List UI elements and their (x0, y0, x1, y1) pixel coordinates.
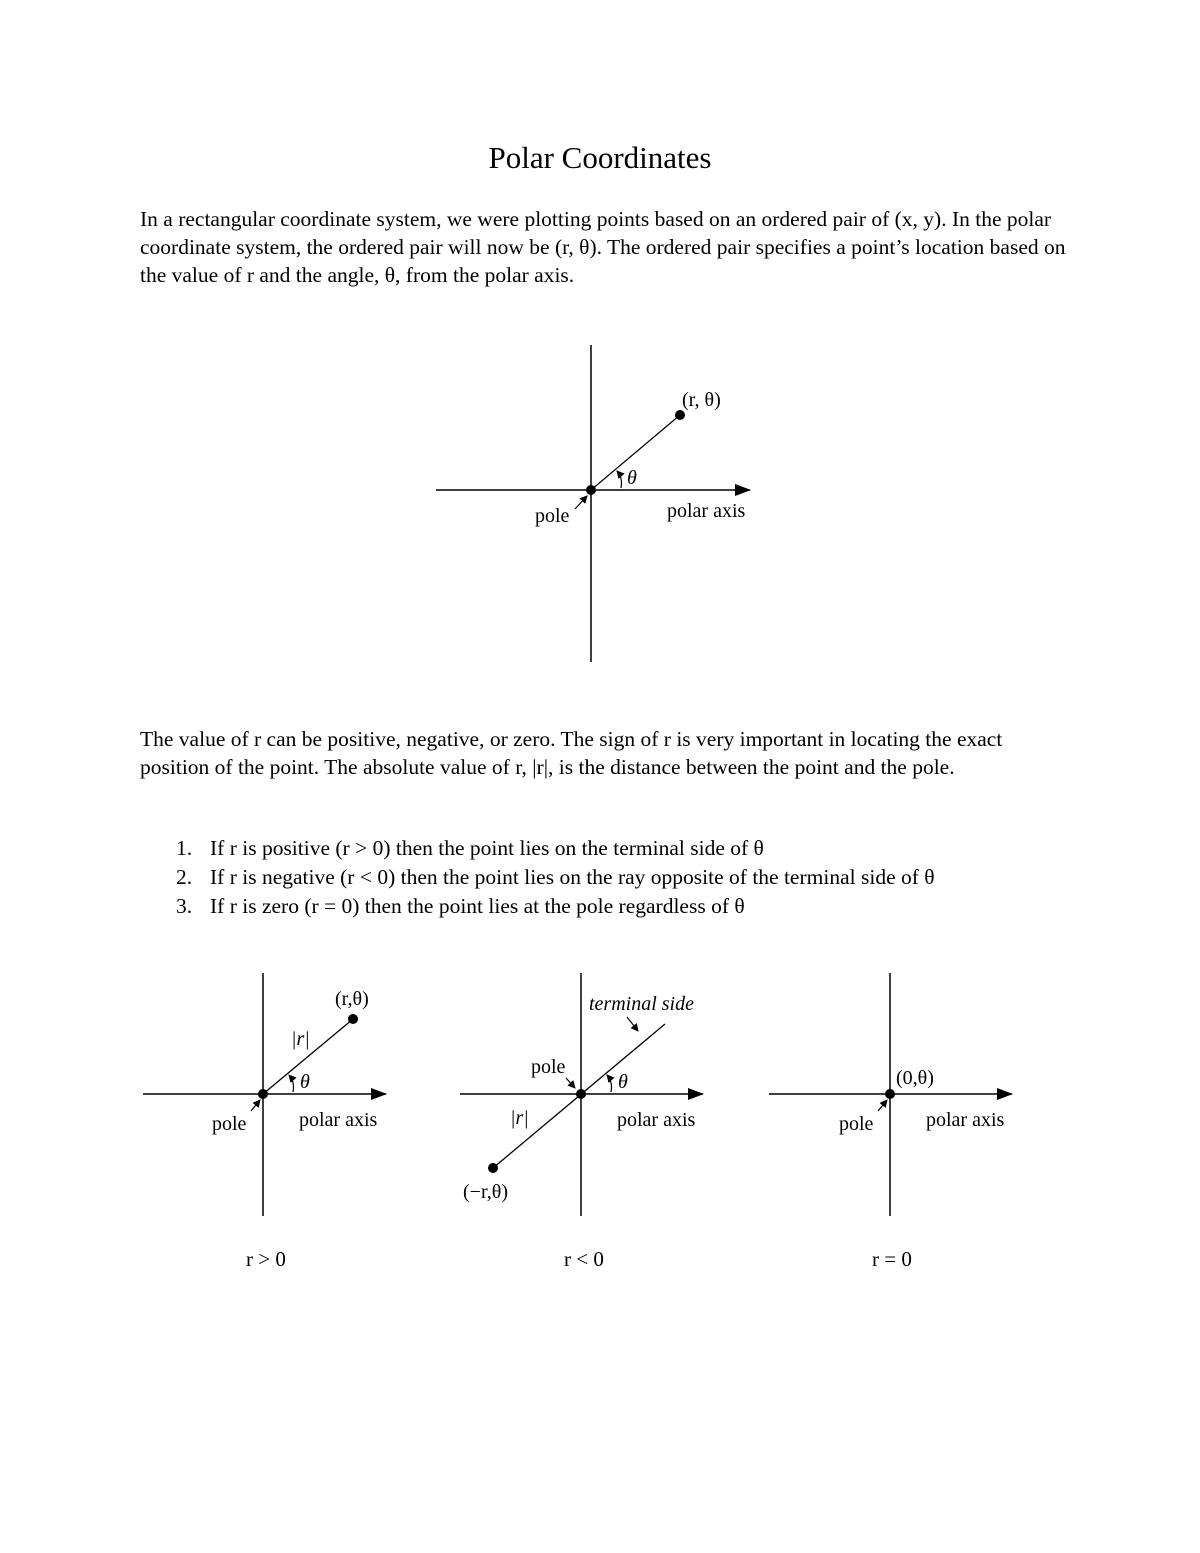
point-label: (r,θ) (335, 988, 369, 1010)
polar-axis-label: polar axis (926, 1109, 1005, 1131)
polar-axis-label: polar axis (667, 500, 746, 522)
diagram-caption: r < 0 (564, 1247, 604, 1271)
pole-pointer-icon (575, 496, 587, 509)
distance-label: |r| (291, 1028, 310, 1050)
diagram-caption: r > 0 (246, 1247, 286, 1271)
terminal-side-label: terminal side (589, 993, 694, 1015)
list-number: 3. (176, 894, 193, 918)
polar-axis-label: polar axis (299, 1109, 378, 1131)
angle-label: θ (618, 1071, 628, 1093)
pole-pointer-icon (878, 1100, 887, 1111)
pole-dot (586, 485, 596, 495)
list-number: 1. (176, 836, 193, 860)
point-dot (348, 1014, 358, 1024)
pole-dot (576, 1089, 586, 1099)
pole-pointer-icon (251, 1100, 260, 1111)
list-text: If r is zero (r = 0) then the point lies at the pole regardless of θ (210, 894, 745, 918)
pole-dot (885, 1089, 895, 1099)
terminal-pointer-icon (627, 1017, 638, 1031)
negative-r-diagram (460, 973, 703, 1271)
positive-r-diagram (143, 973, 386, 1271)
distance-label: |r| (510, 1107, 529, 1129)
point-label: (0,θ) (896, 1067, 934, 1089)
page-title: Polar Coordinates (488, 140, 712, 175)
polar-axis-label: polar axis (617, 1109, 696, 1131)
list-text: If r is negative (r < 0) then the point lies on the ray opposite of the terminal side of θ (210, 865, 935, 889)
zero-r-diagram (769, 973, 1012, 1271)
pole-dot (258, 1089, 268, 1099)
pole-label: pole (212, 1113, 247, 1135)
list-number: 2. (176, 865, 193, 889)
pole-pointer-icon (566, 1078, 575, 1088)
angle-arrow-icon (289, 1075, 294, 1092)
point-dot (675, 410, 685, 420)
angle-label: θ (627, 467, 637, 489)
main-polar-diagram (436, 345, 750, 662)
diagram-caption: r = 0 (872, 1247, 912, 1271)
point-label: (r, θ) (682, 389, 721, 411)
pole-label: pole (535, 505, 570, 527)
angle-label: θ (300, 1071, 310, 1093)
point-dot (488, 1163, 498, 1173)
pole-label: pole (839, 1113, 874, 1135)
intro-paragraph: In a rectangular coordinate system, we were plotting points based on an ordered pair of (x, y). In the polar coordinate system, the ordered pair will now be (r, θ). The ordered pair specifies a point’s location based on the value of r and the angle, θ, from the polar axis. (140, 207, 1066, 287)
list-text: If r is positive (r > 0) then the point lies on the terminal side of θ (210, 836, 764, 860)
angle-arrow-icon (607, 1075, 612, 1092)
pole-label: pole (531, 1056, 566, 1078)
point-label: (−r,θ) (463, 1181, 509, 1203)
angle-arrow-icon (617, 471, 622, 488)
sign-paragraph: The value of r can be positive, negative, or zero. The sign of r is very important in locating the exact position of the point. The absolute value of r, |r|, is the distance between the point and the pole. (140, 727, 1003, 779)
